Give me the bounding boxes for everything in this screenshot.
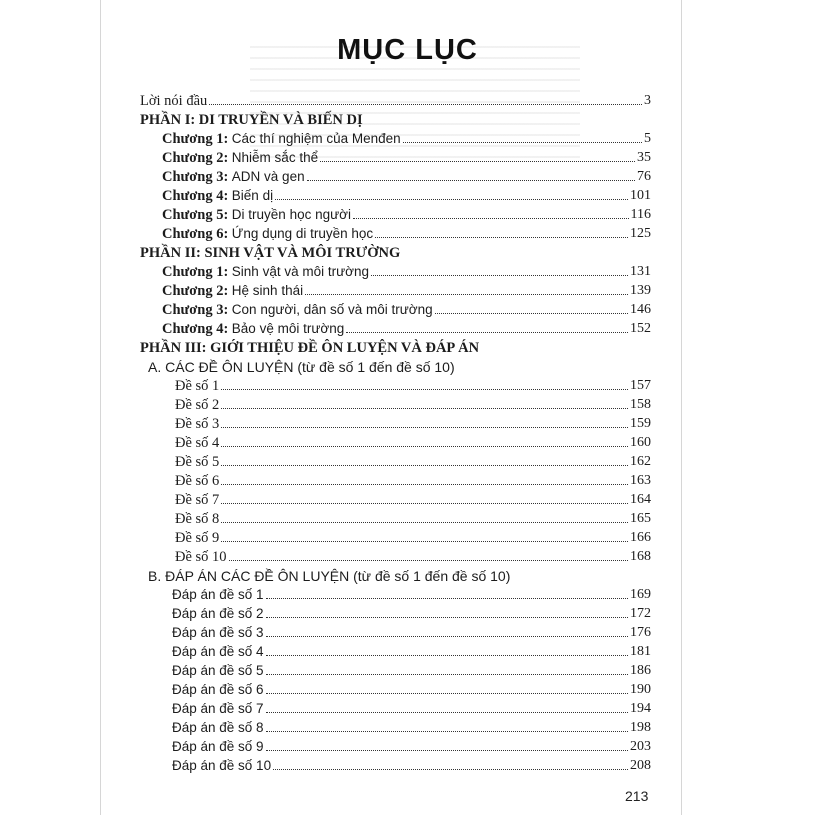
toc-entry-chapter[interactable] <box>162 261 651 280</box>
toc-entry-answer[interactable] <box>172 717 651 736</box>
entry-label: Đáp án đề số 3 <box>172 625 264 640</box>
entry-page: 76 <box>637 169 651 184</box>
entry-page: 160 <box>630 435 651 450</box>
leader-dots <box>266 731 628 732</box>
entry-page: 169 <box>630 587 651 602</box>
entry-page: 159 <box>630 416 651 431</box>
entry-page: 152 <box>630 321 651 336</box>
chapter-prefix: Chương 4: <box>162 321 229 337</box>
entry-label: Đề số 8 <box>175 511 220 527</box>
entry-label: Di truyền học người <box>231 207 351 222</box>
entry-page: 166 <box>630 530 651 545</box>
toc-entry-answer[interactable] <box>172 641 651 660</box>
leader-dots <box>221 541 628 542</box>
leader-dots <box>305 294 628 295</box>
chapter-prefix: Chương 2: <box>162 150 229 166</box>
chapter-prefix: Chương 1: <box>162 131 229 147</box>
leader-dots <box>209 104 642 105</box>
section-heading[interactable]: A. CÁC ĐỀ ÔN LUYỆN (từ đề số 1 đến đề số 10) <box>148 359 455 375</box>
entry-label: Đáp án đề số 9 <box>172 739 264 754</box>
toc-entry-exam[interactable] <box>175 451 651 470</box>
entry-page: 131 <box>630 264 651 279</box>
chapter-prefix: Chương 4: <box>162 188 229 204</box>
toc-entry-exam[interactable] <box>175 527 651 546</box>
entry-label: Đề số 6 <box>175 473 220 489</box>
toc-entry-chapter[interactable] <box>162 223 651 242</box>
entry-page: 3 <box>644 93 651 108</box>
chapter-prefix: Chương 6: <box>162 226 229 242</box>
toc-entry-answer[interactable] <box>172 622 651 641</box>
toc-entry-chapter[interactable] <box>162 166 651 185</box>
entry-page: 203 <box>630 739 651 754</box>
entry-page: 181 <box>630 644 651 659</box>
toc-entry-exam[interactable] <box>175 394 651 413</box>
leader-dots <box>266 598 628 599</box>
leader-dots <box>221 389 628 390</box>
leader-dots <box>266 655 628 656</box>
entry-label: Đáp án đề số 8 <box>172 720 264 735</box>
leader-dots <box>266 636 628 637</box>
chapter-prefix: Chương 3: <box>162 169 229 185</box>
entry-label: Đáp án đề số 10 <box>172 758 272 773</box>
entry-label: Đáp án đề số 1 <box>172 587 264 602</box>
leader-dots <box>266 693 628 694</box>
toc-entry-chapter[interactable] <box>162 185 651 204</box>
leader-dots <box>221 465 628 466</box>
toc-entry-answer[interactable] <box>172 584 651 603</box>
leader-dots <box>353 218 629 219</box>
entry-page: 190 <box>630 682 651 697</box>
entry-page: 176 <box>630 625 651 640</box>
toc-entry-answer[interactable] <box>172 755 651 774</box>
part-heading[interactable]: PHẦN II: SINH VẬT VÀ MÔI TRƯỜNG <box>140 245 401 261</box>
toc-entry-answer[interactable] <box>172 698 651 717</box>
entry-page: 163 <box>630 473 651 488</box>
entry-label: Đáp án đề số 7 <box>172 701 264 716</box>
toc-entry-answer[interactable] <box>172 603 651 622</box>
leader-dots <box>320 161 635 162</box>
entry-label: Hệ sinh thái <box>231 283 304 298</box>
entry-label: Đề số 4 <box>175 435 220 451</box>
entry-page: 157 <box>630 378 651 393</box>
entry-label: Biến dị <box>231 188 274 203</box>
entry-page: 208 <box>630 758 651 773</box>
toc-entry-exam[interactable] <box>175 489 651 508</box>
entry-page: 101 <box>630 188 651 203</box>
leader-dots <box>221 427 628 428</box>
entry-label: Con người, dân số và môi trường <box>231 302 433 317</box>
toc-entry-exam[interactable] <box>175 375 651 394</box>
toc-entry-chapter[interactable] <box>162 318 651 337</box>
leader-dots <box>275 199 628 200</box>
toc-entry-exam[interactable] <box>175 432 651 451</box>
entry-label: Đề số 2 <box>175 397 220 413</box>
entry-label: Đề số 10 <box>175 549 227 565</box>
toc-entry-answer[interactable] <box>172 679 651 698</box>
entry-label: Đáp án đề số 2 <box>172 606 264 621</box>
toc-entry-preface[interactable] <box>140 90 651 109</box>
entry-label: Đáp án đề số 4 <box>172 644 264 659</box>
chapter-prefix: Chương 3: <box>162 302 229 318</box>
leader-dots <box>221 484 628 485</box>
page-number: 213 <box>625 788 649 804</box>
entry-label: Đáp án đề số 5 <box>172 663 264 678</box>
toc-entry-chapter[interactable] <box>162 128 651 147</box>
leader-dots <box>266 617 628 618</box>
leader-dots <box>266 750 628 751</box>
entry-page: 35 <box>637 150 651 165</box>
entry-page: 168 <box>630 549 651 564</box>
leader-dots <box>375 237 628 238</box>
entry-page: 139 <box>630 283 651 298</box>
leader-dots <box>221 522 628 523</box>
entry-label: Đáp án đề số 6 <box>172 682 264 697</box>
toc-entry-exam[interactable] <box>175 470 651 489</box>
leader-dots <box>307 180 635 181</box>
entry-label: Các thí nghiệm của Menđen <box>231 131 401 146</box>
entry-page: 5 <box>644 131 651 146</box>
entry-page: 146 <box>630 302 651 317</box>
entry-page: 162 <box>630 454 651 469</box>
entry-label: ADN và gen <box>231 169 305 184</box>
entry-page: 198 <box>630 720 651 735</box>
leader-dots <box>266 674 628 675</box>
toc-entry-chapter[interactable] <box>162 204 651 223</box>
leader-dots <box>371 275 628 276</box>
entry-label: Đề số 1 <box>175 378 220 394</box>
toc-entry-exam[interactable] <box>175 546 651 565</box>
entry-label: Đề số 9 <box>175 530 220 546</box>
entry-label: Nhiễm sắc thể <box>231 150 319 165</box>
entry-label: Ứng dụng di truyền học <box>231 226 374 241</box>
chapter-prefix: Chương 2: <box>162 283 229 299</box>
part-heading[interactable]: PHẦN III: GIỚI THIỆU ĐỀ ÔN LUYỆN VÀ ĐÁP ÁN <box>140 340 480 356</box>
toc-entry-chapter[interactable] <box>162 299 651 318</box>
chapter-prefix: Chương 5: <box>162 207 229 223</box>
section-heading[interactable]: B. ĐÁP ÁN CÁC ĐỀ ÔN LUYỆN (từ đề số 1 đến đề số 10) <box>148 568 511 584</box>
leader-dots <box>266 712 628 713</box>
leader-dots <box>221 446 628 447</box>
toc-entry-exam[interactable] <box>175 508 651 527</box>
entry-label: Lời nói đầu <box>140 93 208 109</box>
entry-label: Sinh vật và môi trường <box>231 264 369 279</box>
entry-page: 164 <box>630 492 651 507</box>
toc-entry-answer[interactable] <box>172 736 651 755</box>
entry-page: 172 <box>630 606 651 621</box>
entry-label: Đề số 5 <box>175 454 220 470</box>
chapter-prefix: Chương 1: <box>162 264 229 280</box>
entry-page: 186 <box>630 663 651 678</box>
entry-label: Đề số 3 <box>175 416 220 432</box>
page-title: MỤC LỤC <box>337 34 478 66</box>
leader-dots <box>346 332 628 333</box>
entry-page: 125 <box>630 226 651 241</box>
entry-label: Bảo vệ môi trường <box>231 321 345 336</box>
leader-dots <box>403 142 642 143</box>
toc-entry-exam[interactable] <box>175 413 651 432</box>
entry-page: 165 <box>630 511 651 526</box>
leader-dots <box>221 408 628 409</box>
leader-dots <box>229 560 628 561</box>
leader-dots <box>221 503 628 504</box>
leader-dots <box>273 769 628 770</box>
part-heading[interactable]: PHẦN I: DI TRUYỀN VÀ BIẾN DỊ <box>140 112 363 128</box>
entry-label: Đề số 7 <box>175 492 220 508</box>
toc-entry-answer[interactable] <box>172 660 651 679</box>
toc-entry-chapter[interactable] <box>162 280 651 299</box>
entry-page: 116 <box>630 207 651 222</box>
entry-page: 158 <box>630 397 651 412</box>
toc-entry-chapter[interactable] <box>162 147 651 166</box>
entry-page: 194 <box>630 701 651 716</box>
leader-dots <box>435 313 628 314</box>
